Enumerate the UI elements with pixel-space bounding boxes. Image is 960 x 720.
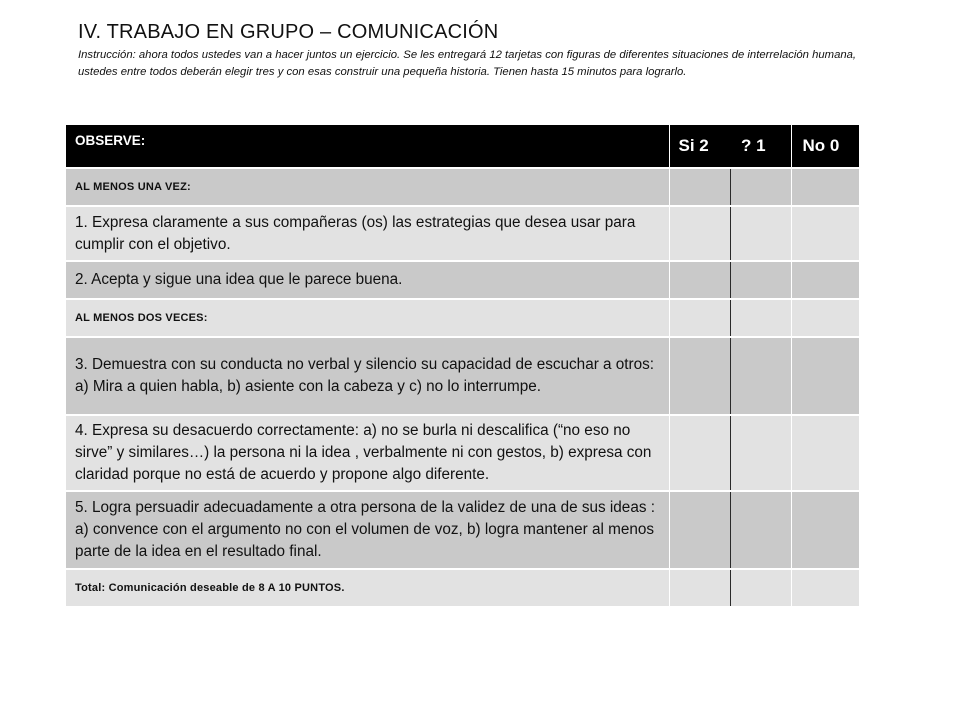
score-cell-maybe[interactable] <box>730 299 791 337</box>
score-cell-no[interactable] <box>791 261 859 299</box>
table-row <box>66 491 859 569</box>
score-cell-maybe[interactable] <box>730 261 791 299</box>
table-row <box>66 299 859 337</box>
table-row <box>66 569 859 607</box>
header-maybe-score: ? 1 <box>730 125 791 168</box>
score-cell-si[interactable] <box>669 168 730 206</box>
score-cell-maybe[interactable] <box>730 415 791 491</box>
criterion-text: 4. Expresa su desacuerdo correctamente: a) no se burla ni descalifica (“no eso no sirve” y similares…) la persona ni la idea , verbalmente ni con gestos, b) expresa con claridad porque no está de acuerdo y propone algo diferente. <box>66 415 669 491</box>
score-cell-no[interactable] <box>791 299 859 337</box>
score-cell-si[interactable] <box>669 415 730 491</box>
header-observe: OBSERVE: <box>66 125 669 168</box>
section-label: AL MENOS UNA VEZ: <box>66 168 669 206</box>
table-row <box>66 415 859 491</box>
score-cell-no[interactable] <box>791 491 859 569</box>
score-cell-si[interactable] <box>669 491 730 569</box>
score-cell-si[interactable] <box>669 261 730 299</box>
score-cell-no[interactable] <box>791 337 859 415</box>
header-si-score: Si 2 <box>669 125 730 168</box>
observation-table <box>66 125 859 608</box>
score-cell-si[interactable] <box>669 299 730 337</box>
score-cell-no[interactable] <box>791 206 859 261</box>
instruction-text: Instrucción: ahora todos ustedes van a hacer juntos un ejercicio. Se les entregará 12 tarjetas con figuras de diferentes situaciones de interrelación humana, ustedes entre todos deberán elegir tres y con esas construir una pequeña historia. Tienen hasta 15 minutos para lograrlo. <box>78 49 857 78</box>
table-header-row <box>66 125 859 168</box>
criterion-text: 2. Acepta y sigue una idea que le parece buena. <box>66 261 669 299</box>
table-row <box>66 261 859 299</box>
score-cell-si[interactable] <box>669 337 730 415</box>
table-row <box>66 337 859 415</box>
page-title: IV. TRABAJO EN GRUPO – COMUNICACIÓN <box>78 21 499 43</box>
score-cell-no[interactable] <box>791 168 859 206</box>
score-cell-si[interactable] <box>669 206 730 261</box>
score-cell-no[interactable] <box>791 415 859 491</box>
score-cell-si[interactable] <box>669 569 730 607</box>
criterion-text: 5. Logra persuadir adecuadamente a otra persona de la validez de una de sus ideas : a) convence con el argumento no con el volumen de voz, b) logra mantener al menos parte de la idea en el resultado final. <box>66 491 669 569</box>
header-no-score: No 0 <box>791 125 859 168</box>
criterion-text: 1. Expresa claramente a sus compañeras (os) las estrategias que desea usar para cumplir con el objetivo. <box>66 206 669 261</box>
score-cell-maybe[interactable] <box>730 168 791 206</box>
section-label: AL MENOS DOS VECES: <box>66 299 669 337</box>
criterion-text: 3. Demuestra con su conducta no verbal y silencio su capacidad de escuchar a otros: a) Mira a quien habla, b) asiente con la cabeza y c) no lo interrumpe. <box>66 337 669 415</box>
total-label: Total: Comunicación deseable de 8 A 10 PUNTOS. <box>66 569 669 607</box>
table-row <box>66 168 859 206</box>
score-cell-maybe[interactable] <box>730 491 791 569</box>
score-cell-maybe[interactable] <box>730 337 791 415</box>
score-cell-no[interactable] <box>791 569 859 607</box>
score-cell-maybe[interactable] <box>730 569 791 607</box>
score-cell-maybe[interactable] <box>730 206 791 261</box>
table-row <box>66 206 859 261</box>
